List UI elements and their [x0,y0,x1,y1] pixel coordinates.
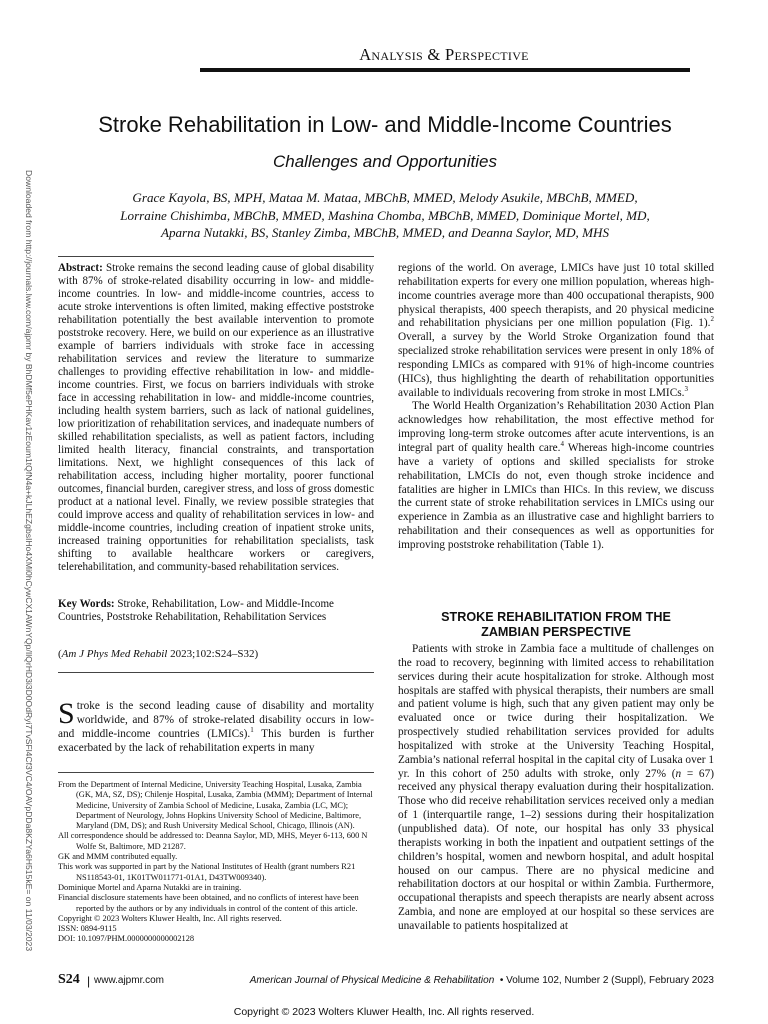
author-line: Grace Kayola, BS, MPH, Mataa M. Mataa, MBChB, MMED, Melody Asukile, MBChB, MMED, [132,190,638,205]
journal-website-link[interactable]: www.ajpmr.com [94,975,165,986]
right-column-intro [398,262,714,553]
keywords [58,598,374,624]
article-title: Stroke Rehabilitation in Low- and Middle-Income Countries [98,112,672,137]
reference-superscript: 1 [250,726,254,735]
intro-text: troke is the second leading cause of disability and mortality worldwide, and 87% of stroke-related disability occurs in low- and middle-income countries (LMICs). [58,700,374,740]
citation-details: 2023;102:S24–S32) [167,648,259,660]
article-subtitle: Challenges and Opportunities [273,152,497,171]
italic-n: n [675,767,682,780]
body-text: = 67) received any physical therapy evaluation during their hospitalization. Those who did receive rehabilitation services received only a median of 1 (interquartile range, 1–2) sessions during their hospitalization (unpublished data). Of note, our hospital has only 33 physical therapists working in both the inpatient and outpatient settings of the children’s hospital, women and newborn hospital, and adult hospital housed on our campus. There are no physical medicine and rehabilitation doctors at our hospital or within Zambia. Furthermore, occupational therapists and speech therapists are nearly absent across Zambia, and none are employed at our hospital so these services are unavailable to patients hospitalized at [398,767,714,932]
body-text: regions of the world. On average, LMICs have just 10 total skilled rehabilitation experts for every one million population, whereas high-income countries average more than 400 occupational therapists, 900 physical therapists, 400 speech therapists, and 20 physical medicine and rehabilitation physicians per one million population (Fig. 1). [398,262,714,330]
footnote-rule [58,772,374,773]
keywords-label: Key Words: [58,598,115,610]
footnotes [58,780,374,945]
footnote-training: Dominique Mortel and Aparna Nutakki are in training. [58,882,242,892]
footnote-funding: This work was supported in part by the National Institutes of Health (grant numbers R21 NS118543-01, 1K01TW011771-01A1, D43TW009340). [58,862,356,882]
download-notice-text: Downloaded from http://journals.lww.com/ajpmr by BhDMf5ePHKav1zEoum1tQfN4a+kJLhEZgbsIHo4XMi0hCywCX1AWnYQp/IlQrHD3i3D0OdRyi7TvSFl4Cf3VC4/OAVpDDa8KZYa6H515kE= on 11/03/2023 [24,170,34,952]
footer-divider: | [87,974,91,988]
abstract-top-rule [58,256,374,257]
abstract-bottom-rule [58,672,374,673]
section-heading: STROKE REHABILITATION FROM THE ZAMBIAN PERSPECTIVE [441,610,671,639]
footnote-issn: ISSN: 0894-9115 [58,924,117,934]
footnote-copyright: Copyright © 2023 Wolters Kluwer Health, Inc. All rights reserved. [58,913,282,923]
zambian-perspective-paragraph [398,643,714,934]
journal-name: American Journal of Physical Medicine & Rehabilitation [249,975,495,986]
author-list [60,189,710,242]
author-line: Lorraine Chishimba, MBChB, MMED, Mashina Chomba, MBChB, MMED, Dominique Mortel, MD, [120,207,650,223]
download-notice-sidebar [22,170,36,952]
journal-info [250,975,714,986]
body-text: The World Health Organization’s Rehabilitation 2030 Action Plan acknowledges how rehabilitation, the most effective method for improving long-term stroke outcomes after acute interventions, is an integral part of quality health care. [398,400,714,454]
body-text: Whereas high-income countries have a variety of options and skilled specialists for stroke rehabilitation, LMCIs do not, even though stroke incidence and fatalities are higher in LMICs than HICs. In this review, we discuss the current state of stroke rehabilitation services in LMICs using our experience in Zambia as an illustrative case and highlight barriers to rehabilitation and their consequences as well as opportunities for improving poststroke rehabilitation (Table 1). [398,441,714,551]
issue-info: • Volume 102, Number 2 (Suppl), February 2023 [499,975,714,986]
footnote-doi: DOI: 10.1097/PHM.0000000000002128 [58,934,195,944]
footnote-affiliations: From the Department of Internal Medicine, University Teaching Hospital, Lusaka, Zambia (GK, MA, SZ, DS); Chilenje Hospital, Lusaka, Zambia (MMM); Department of Internal Medicine, University of Zambia School of Medicine, Lusaka, Zambia (LC, MC); Department of Neurology, Johns Hopkins University School of Medicine, Baltimore, Maryland (DM, DS); and Rush University Medical School, Chicago, Illinois (AN). [58,780,373,831]
citation: (Am J Phys Med Rehabil 2023;102:S24–S32) [58,648,259,660]
header-rule [200,68,690,72]
abstract-text: Stroke remains the second leading cause of global disability with 87% of stroke-related disability occurring in low- and middle-income countries. In low- and middle-income countries, access to acute stroke interventions is often limited, making effective poststroke rehabilitation potentially the best available intervention to promote poststroke recovery. Here, we build on our experience as an illustrative example of barriers individuals with stroke face in accessing rehabilitation services and review the literature to summarize challenges to providing effective rehabilitation in low- and middle-income countries. First, we focus on barriers individuals with stroke face in accessing rehabilitation in low- and middle-income countries, including health system barriers, such as lack of national guidelines, low prioritization of rehabilitation services, and inadequate numbers of skilled rehabilitation specialists, as well as patient factors, including limited health literacy, financial constraints, and transportation limitations. Next, we highlight consequences of this lack of rehabilitation access, including higher mortality, poorer functional outcomes, financial burden, caregiver stress, and loss of gross domestic product at a national level. Finally, we review possible strategies that could improve access and quality of rehabilitation services in low- and middle-income countries, including creation of inpatient stroke units, increased training opportunities for rehabilitation specialists, task shifting to available healthcare workers or caregivers, telerehabilitation, and community-based rehabilitation services. [58,262,374,573]
footnote-contribution: GK and MMM contributed equally. [58,852,178,862]
keywords-text: Stroke, Rehabilitation, Low- and Middle-Income Countries, Poststroke Rehabilitation, Rehabilitation Services [58,598,334,623]
intro-paragraph [58,699,374,755]
citation-journal: Am J Phys Med Rehabil [61,648,168,660]
footnote-disclosure: Financial disclosure statements have been obtained, and no conflicts of interest have been reported by the authors or by any individuals in control of the content of this article. [58,893,359,913]
drop-cap: S [58,697,75,730]
page-footer [58,974,714,992]
page-copyright: Copyright © 2023 Wolters Kluwer Health, Inc. All rights reserved. [233,1006,535,1018]
page-number: S24 [58,972,80,987]
reference-superscript: 4 [560,440,564,449]
section-header: Analysis & Perspective [359,45,529,64]
footnote-correspondence: All correspondence should be addressed to: Deanna Saylor, MD, MHS, Meyer 6-113, 600 N Wolfe St, Baltimore, MD 21287. [58,831,368,851]
author-line: Aparna Nutakki, BS, Stanley Zimba, MBChB, MMED, and Deanna Saylor, MD, MHS [160,225,610,240]
reference-superscript: 3 [684,384,688,393]
body-text: Overall, a survey by the World Stroke Organization found that specialized stroke rehabilitation services were present in only 18% of responding LMICs as compared with 91% of high-income countries (HICs), thus highlighting the dearth of rehabilitation opportunities available to individuals recovering from stroke in most LMICs. [398,331,714,399]
abstract-label: Abstract: [58,262,103,274]
abstract [58,262,374,574]
reference-superscript: 2 [710,315,714,324]
body-text: Patients with stroke in Zambia face a multitude of challenges on the road to recovery, beginning with limited access to rehabilitation services during their acute hospitalization for stroke. Although most hospitals are staffed with physical therapists, their numbers are small and patient volume is high, such that any given patient may only be evaluated once or twice during their hospitalization. We prospectively studied rehabilitation services provided for adults hospitalized with stroke at the University Teaching Hospital, Zambia’s national referral hospital in the capital city of Lusaka over 1 yr. In this cohort of 250 adults with stroke, only 27% ( [398,643,714,780]
intro-text-continued: This burden is further exacerbated by the lack of rehabilitation experts in many [58,728,374,754]
